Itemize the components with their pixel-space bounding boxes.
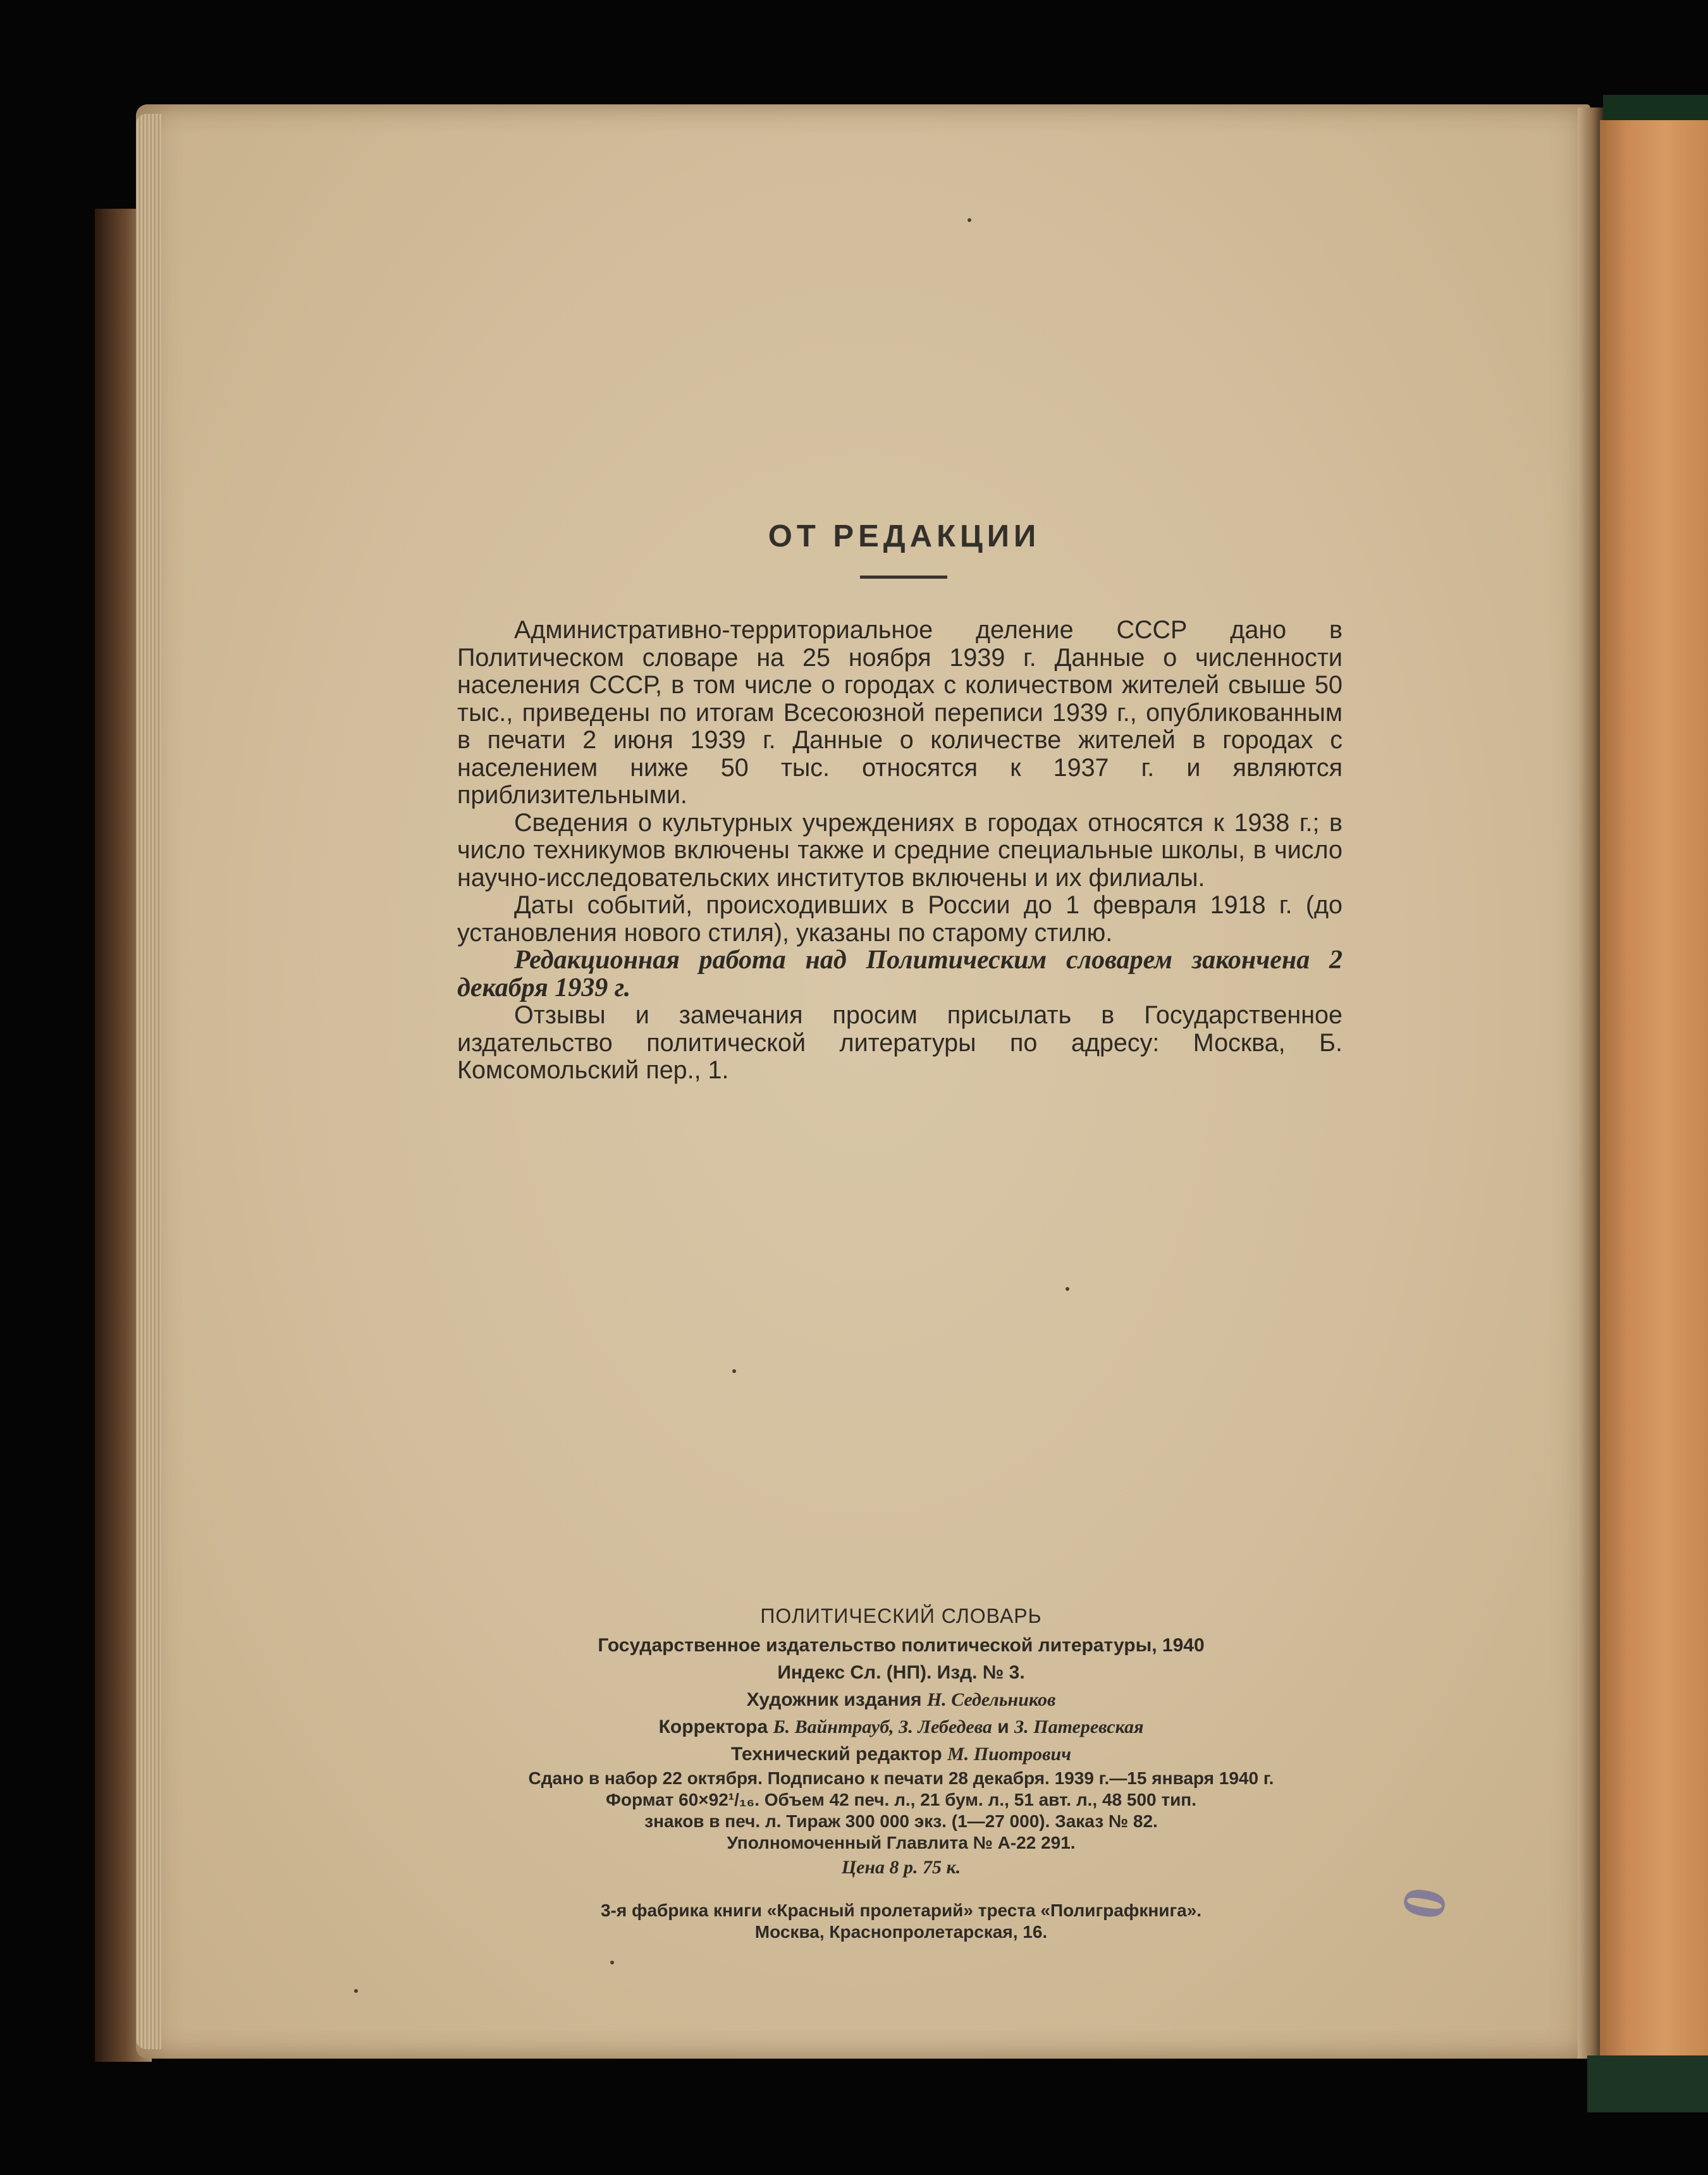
correctors-last: З. Патеревская xyxy=(1014,1716,1144,1737)
colophon-glavlit: Уполномоченный Главлита № А-22 291. xyxy=(727,1833,1076,1852)
book-cover-bottom xyxy=(1587,2055,1708,2112)
paper-speck xyxy=(610,1961,614,1964)
tech-editor-label: Технический редактор xyxy=(731,1744,942,1765)
colophon-correctors xyxy=(443,1713,1360,1741)
paragraph: Административно-территориальное деление СССР дано в Политическом словаре на 25 ноября 1939 г. Данные о численности населения СССР, в том числе о городах с количеством жителей свыше 50 тыс., приведены по итогам Всесоюзной переписи 1939 г., опубликованным в печати 2 июня 1939 г. Данные о количестве жителей в городах с населением ниже 50 тыс. относятся к 1937 г. и являются приблизительными. xyxy=(457,616,1342,809)
colophon-title: ПОЛИТИЧЕСКИЙ СЛОВАРЬ xyxy=(760,1605,1042,1627)
correctors-label: Корректора xyxy=(658,1716,768,1737)
book-cover-top xyxy=(1603,95,1708,120)
facing-page-edge xyxy=(1600,120,1708,2062)
colophon-print-line: Формат 60×92¹/₁₆. Объем 42 печ. л., 21 бум. л., 51 авт. л., 48 500 тип. xyxy=(606,1790,1196,1809)
paragraph: Отзывы и замечания просим присылать в Государственное издательство политической литературы по адресу: Москва, Б. Комсомольский пер., 1. xyxy=(457,1001,1342,1084)
paper-speck xyxy=(732,1369,736,1373)
colophon-factory-address: Москва, Краснопролетарская, 16. xyxy=(754,1922,1048,1942)
paper-speck xyxy=(354,1989,358,1993)
colophon-price: Цена 8 р. 75 к. xyxy=(841,1857,961,1878)
artist-label: Художник издания xyxy=(746,1689,922,1710)
ink-stamp-mark: 0 xyxy=(1387,1882,1460,1925)
colophon-artist xyxy=(443,1686,1360,1713)
editorial-note xyxy=(457,617,1342,1085)
paragraph-italic: Редакционная работа над Политическим словарем закончена 2 декабря 1939 г. xyxy=(457,946,1342,1002)
paper-speck xyxy=(968,218,971,222)
colophon-print-line: знаков в печ. л. Тираж 300 000 экз. (1—27 000). Заказ № 82. xyxy=(644,1811,1158,1831)
paragraph: Даты событий, происходивших в России до 1 февраля 1918 г. (до установления нового стиля), указаны по старому стилю. xyxy=(457,891,1342,947)
colophon-index: Индекс Сл. (НП). Изд. № 3. xyxy=(777,1662,1025,1683)
correctors-names: Б. Вайнтрауб, З. Лебедева xyxy=(773,1716,992,1737)
colophon-factory: 3-я фабрика книги «Красный пролетарий» треста «Полиграфкнига». xyxy=(600,1901,1202,1920)
colophon-tech-editor xyxy=(443,1741,1360,1768)
page-heading: ОТ РЕДАКЦИИ xyxy=(768,519,1041,553)
tech-editor-name: М. Пиотрович xyxy=(947,1744,1071,1765)
colophon xyxy=(443,1600,1360,1943)
correctors-and: и xyxy=(997,1716,1009,1737)
paragraph: Сведения о культурных учреждениях в городах относятся к 1938 г.; в число техникумов включены также и средние специальные школы, в число научно-исследовательских институтов включены и их филиалы. xyxy=(457,808,1342,892)
paper-speck xyxy=(1066,1287,1069,1291)
colophon-publisher: Государственное издательство политической литературы, 1940 xyxy=(598,1635,1205,1656)
heading-rule xyxy=(860,576,947,579)
book-gutter xyxy=(1578,108,1603,2059)
page-edge xyxy=(136,114,161,2049)
artist-name: Н. Седельников xyxy=(926,1689,1056,1710)
colophon-print-line: Сдано в набор 22 октября. Подписано к печати 28 декабря. 1939 г.—15 января 1940 г. xyxy=(528,1768,1274,1788)
